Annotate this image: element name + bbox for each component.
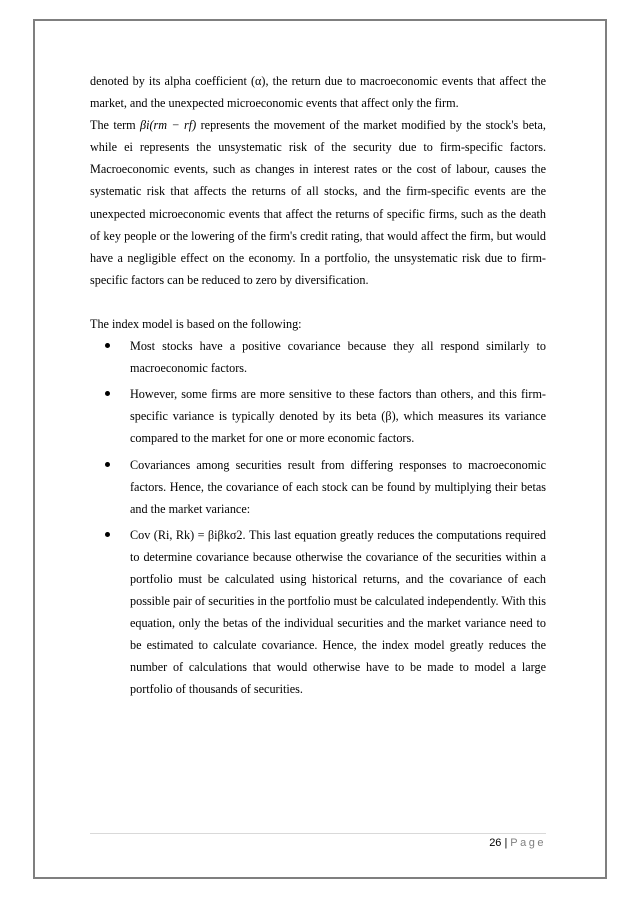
paragraph-beta-rest: represents the movement of the market modified by the stock's beta, while ei represents the unsystematic risk of the security due to firm-specific factors. Macroeconomic events, such as changes in interest rates or the cost of labour, causes the systematic risk that affects the returns of all stocks, and the firm-specific events are the unexpected microeconomic events that affect the returns of specific firms, such as the death of key people or the lowering of the firm's credit rating, that would affect the firm, but would have a negligible effect on the economy. In a portfolio, the unsystematic risk due to firm-specific factors can be reduced to zero by diversification.: [90, 118, 546, 287]
list-item: [90, 383, 546, 449]
list-item-text: However, some firms are more sensitive to these factors than others, and this firm-specific variance is typically denoted by its beta (β), which measures its variance compared to the market for one or more economic factors.: [130, 387, 546, 446]
paragraph-spacer: [90, 291, 546, 313]
document-body: [90, 70, 546, 705]
paragraph-beta-term: [90, 114, 546, 291]
paragraph-alpha: denoted by its alpha coefficient (α), the return due to macroeconomic events that affect the market, and the unexpected microeconomic events that affect only the firm.: [90, 74, 546, 111]
list-item-text: Cov (Ri, Rk) = βiβkσ2. This last equation greatly reduces the computations required to determine covariance because otherwise the covariance of the securities within a portfolio must be calculated using historical returns, and the covariance of each possible pair of securities in the portfolio must be calculated independently. With this equation, only the betas of the individual securities and the market variance need to be estimated to calculate covariance. Hence, the index model greatly reduces the number of calculations that would otherwise have to be made to model a large portfolio of thousands of securities.: [130, 527, 546, 697]
beta-formula: βi(rm − rf): [140, 118, 197, 133]
footer-separator: |: [504, 837, 508, 849]
bullet-icon: [105, 343, 110, 348]
list-item: [90, 454, 546, 520]
bullet-icon: [105, 462, 110, 467]
list-item: [90, 335, 546, 379]
list-item-text: Covariances among securities result from differing responses to macroeconomic factors. Hence, the covariance of each stock can be found by multiplying their betas and the market variance:: [130, 457, 546, 516]
bullet-icon: [105, 391, 110, 396]
bullet-icon: [105, 532, 110, 537]
list-item-text: Most stocks have a positive covariance because they all respond similarly to macroeconomic factors.: [130, 339, 546, 376]
list-item: [90, 524, 546, 701]
paragraph-index-model-intro: The index model is based on the following:: [90, 316, 302, 331]
page-label: Page: [510, 837, 546, 849]
page-number: 26: [489, 837, 502, 849]
footer-divider: [90, 833, 546, 834]
index-model-list: [90, 335, 546, 701]
page-footer: [90, 837, 546, 849]
paragraph-beta-intro: The term: [90, 118, 141, 133]
